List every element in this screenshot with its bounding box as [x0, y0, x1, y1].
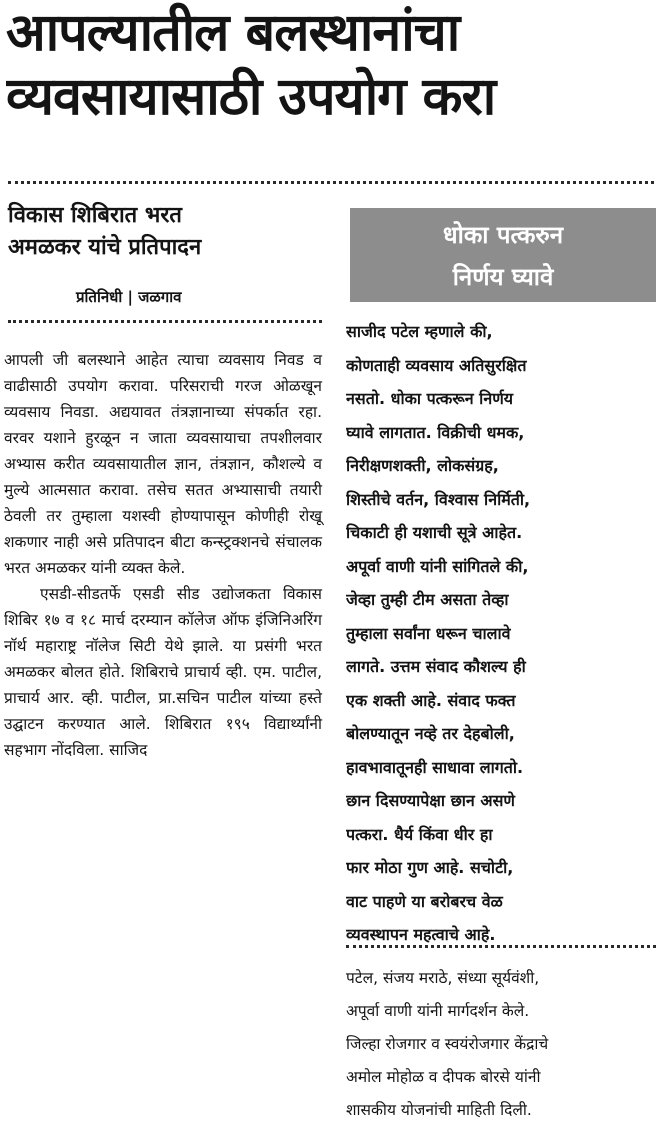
- text-line: वाट पाहणे या बरोबरच वेळ: [346, 891, 503, 911]
- highlight-box-line-1: धोका पत्करुन: [442, 221, 564, 249]
- right-column-continued: [346, 962, 658, 1127]
- text-line: जेव्हा तुम्ही टीम असता तेव्हा: [346, 590, 509, 609]
- byline: प्रतिनिधी | जळगाव: [76, 288, 182, 306]
- text-line: बोलण्यातून नव्हे तर देहबोली,: [346, 724, 515, 743]
- text-line: अपूर्वा वाणी यांनी मार्गदर्शन केले.: [346, 1002, 530, 1020]
- text-line: लागते. उत्तम संवाद कौशल्य ही: [346, 657, 526, 676]
- paragraph-1: आपली जी बलस्थाने आहेत त्याचा व्यवसाय निवड व वाढीसाठी उपयोग करावा. परिसराची गरज ओळखून व्यवसाय निवडा. अद्ययावत तंत्रज्ञानाच्या संपर्कात रहा. वरवर यशाने हुरळून न जाता व्यवसायाचा तपशीलवार अभ्यास करीत व्यवसायातील ज्ञान, तंत्रज्ञान, कौशल्ये व मुल्ये आत्मसात करावा. तसेच सतत अभ्यासाची तयारी ठेवली तर तुम्हाला यशस्वी होण्यापासून कोणीही रोखू शकणार नाही असे प्रतिपादन बीटा कन्स्ट्रक्शनचे संचालक भरत अमळकर यांनी व्यक्त केले.: [4, 351, 322, 577]
- text-line: घ्यावे लागतात. विक्रीची धमक,: [346, 422, 525, 442]
- text-line: नसतो. धोका पत्करून निर्णय: [346, 389, 514, 408]
- text-line: व्यवस्थापन महत्वाचे आहे.: [346, 925, 496, 944]
- text-line: शिस्तीचे वर्तन, विश्वास निर्मिती,: [346, 489, 531, 509]
- text-line: हावभावातूनही साधावा लागतो.: [346, 757, 524, 777]
- subhead-line-2: अमळकर यांचे प्रतिपादन: [8, 235, 202, 260]
- text-line: छान दिसण्यापेक्षा छान असणे: [346, 791, 515, 810]
- highlight-box: [350, 208, 656, 302]
- text-line: निरीक्षणशक्ती, लोकसंग्रह,: [346, 456, 499, 475]
- text-line: शासकीय योजनांची माहिती दिली.: [346, 1101, 532, 1119]
- text-line: एक शक्ती आहे. संवाद फक्त: [346, 690, 516, 710]
- divider-left: [8, 320, 322, 323]
- highlight-box-line-2: निर्णय घ्यावे: [452, 263, 554, 291]
- text-line: अमोल मोहोळ व दीपक बोरसे यांनी: [346, 1068, 541, 1086]
- text-line: अपूर्वा वाणी यांनी सांगितले की,: [346, 556, 529, 576]
- right-column: [346, 315, 658, 952]
- left-column: [4, 347, 322, 763]
- text-line: चिकाटी ही यशाची सूत्रे आहेत.: [346, 523, 523, 542]
- text-line: जिल्हा रोजगार व स्वयंरोजगार केंद्राचे: [346, 1035, 549, 1053]
- text-line: कोणताही व्यवसाय अतिसुरक्षित: [346, 355, 527, 375]
- text-line: साजीद पटेल म्हणाले की,: [346, 322, 493, 341]
- article-headline: [6, 2, 658, 130]
- article-subheadline: [8, 200, 328, 264]
- headline-line-2: व्यवसायासाठी उपयोग करा: [6, 67, 496, 127]
- divider-top: [8, 181, 654, 184]
- subhead-line-1: विकास शिबिरात भरत: [8, 203, 182, 228]
- paragraph-2: एसडी-सीडतर्फे एसडी सीड उद्योजकता विकास शिबिर १७ व १८ मार्च दरम्यान कॉलेज ऑफ इंजिनिअरिंग नॉर्थ महाराष्ट्र नॉलेज सिटी येथे झाले. या प्रसंगी भरत अमळकर बोलत होते. शिबिराचे प्राचार्य व्ही. एम. पाटील, प्राचार्य आर. व्ही. पाटील, प्रा.सचिन पाटील यांच्या हस्ते उद्घाटन करण्यात आले. शिबिरात १९५ विद्यार्थ्यांनी सहभाग नोंदविला. साजिद: [4, 585, 322, 759]
- divider-right: [346, 945, 656, 948]
- headline-line-1: आपल्यातील बलस्थानांचा: [6, 3, 460, 63]
- text-line: तुम्हाला सर्वांना धरून चालावे: [346, 623, 511, 643]
- text-line: पटेल, संजय मराठे, संध्या सूर्यवंशी,: [346, 969, 540, 987]
- text-line: फार मोठा गुण आहे. सचोटी,: [346, 858, 514, 877]
- text-line: पत्करा. धैर्य किंवा धीर हा: [346, 824, 493, 844]
